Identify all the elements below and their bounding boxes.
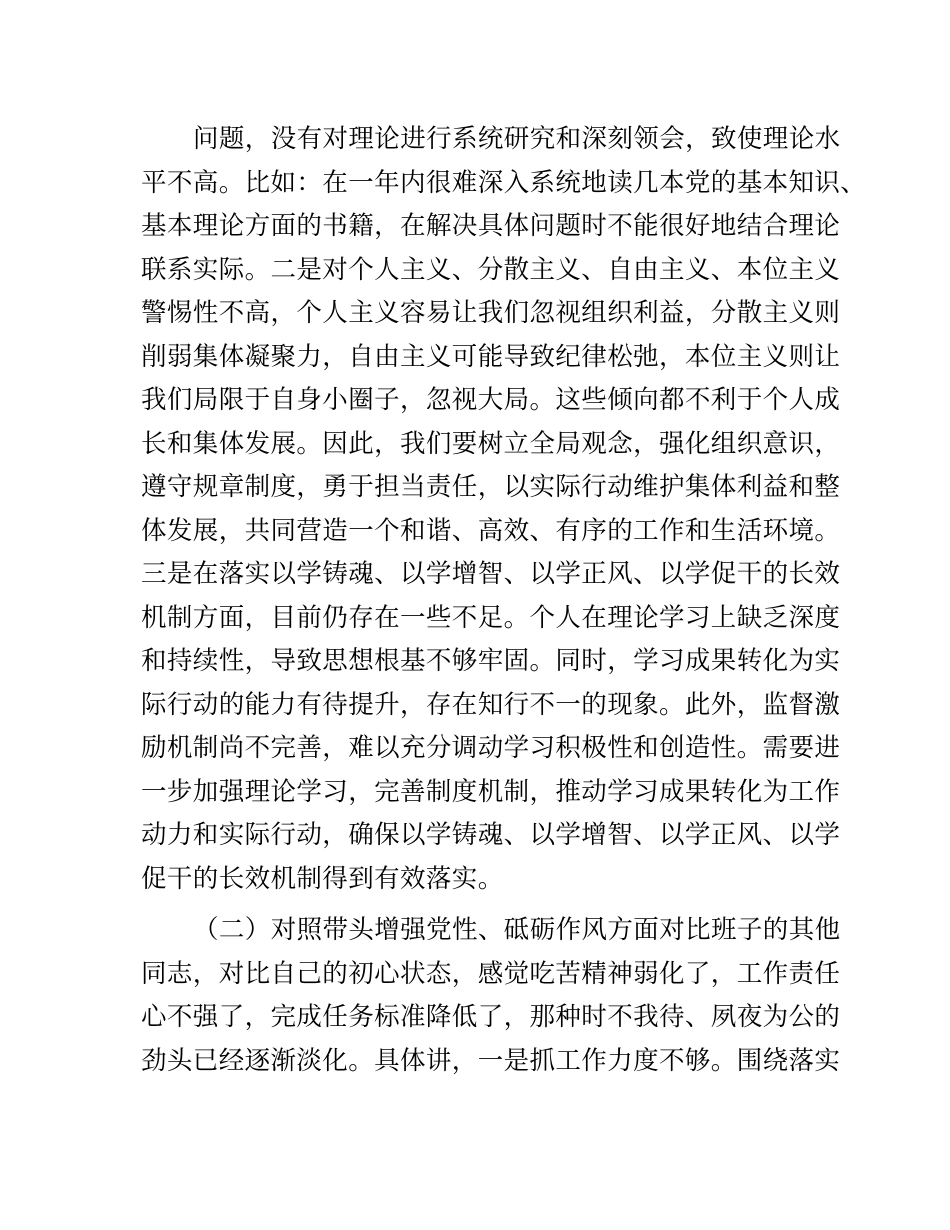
text-line: 联系实际。二是对个人主义、分散主义、自由主义、本位主义 (141, 254, 841, 285)
text-line: 我们局限于自身小圈子，忽视大局。这些倾向都不利于个人成 (141, 385, 841, 415)
text-line: （二）对照带头增强党性、砥砺作风方面对比班子的其他 (193, 915, 841, 945)
text-line: 遵守规章制度，勇于担当责任，以实际行动维护集体利益和整 (141, 472, 841, 502)
text-line: 同志，对比自己的初心状态，感觉吃苦精神弱化了，工作责任 (141, 958, 841, 989)
text-line: 动力和实际行动，确保以学铸魂、以学增智、以学正风、以学 (141, 820, 841, 850)
text-line: 机制方面，目前仍存在一些不足。个人在理论学习上缺乏深度 (141, 602, 841, 633)
text-line: 三是在落实以学铸魂、以学增智、以学正风、以学促干的长效 (141, 559, 841, 589)
text-line: 长和集体发展。因此，我们要树立全局观念，强化组织意识， (141, 428, 841, 459)
text-line: 基本理论方面的书籍，在解决具体问题时不能很好地结合理论 (141, 211, 841, 241)
text-line: 励机制尚不完善，难以充分调动学习积极性和创造性。需要进 (141, 733, 841, 763)
text-line: 心不强了，完成任务标准降低了，那种时不我待、夙夜为公的 (141, 1002, 841, 1032)
text-line: 际行动的能力有待提升，存在知行不一的现象。此外，监督激 (141, 689, 841, 720)
text-line: 削弱集体凝聚力，自由主义可能导致纪律松弛，本位主义则让 (141, 341, 841, 372)
text-line: 促干的长效机制得到有效落实。 (141, 863, 504, 894)
paragraph-continued (141, 118, 867, 901)
text-line: 劲头已经逐渐淡化。具体讲，一是抓工作力度不够。围绕落实 (141, 1045, 841, 1076)
text-line: 和持续性，导致思想根基不够牢固。同时，学习成果转化为实 (141, 646, 841, 676)
paragraph-section-2 (141, 909, 841, 1083)
text-line: 体发展，共同营造一个和谐、高效、有序的工作和生活环境。 (141, 515, 841, 546)
text-line: 一步加强理论学习，完善制度机制，推动学习成果转化为工作 (141, 776, 841, 807)
text-line: 警惕性不高，个人主义容易让我们忽视组织利益，分散主义则 (141, 298, 841, 328)
text-line: 问题，没有对理论进行系统研究和深刻领会，致使理论水 (193, 124, 841, 154)
text-line: 平不高。比如：在一年内很难深入系统地读几本党的基本知识、 (141, 167, 867, 198)
